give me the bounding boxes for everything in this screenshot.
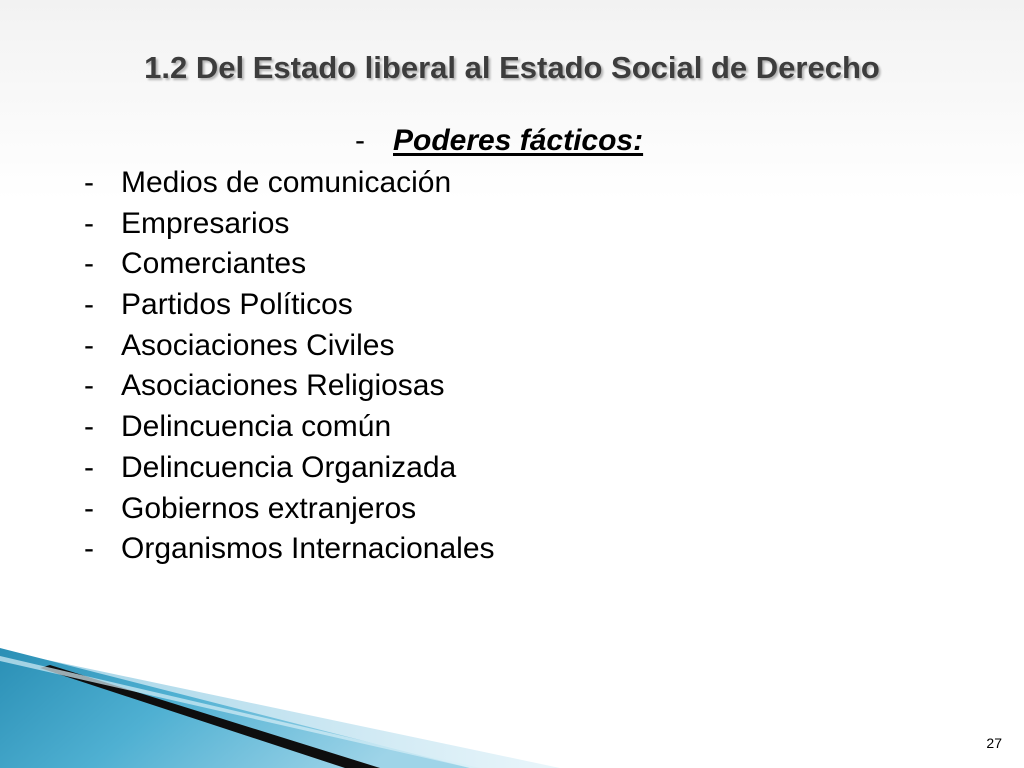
list-item <box>84 489 495 530</box>
list-item-text: Asociaciones Religiosas <box>121 369 445 403</box>
list-item-text: Medios de comunicación <box>121 166 452 199</box>
list-item-text: Empresarios <box>121 206 290 240</box>
powers-list <box>84 163 495 570</box>
list-dash: - <box>84 369 94 403</box>
list-item-text: Partidos Políticos <box>121 288 353 322</box>
list-item-text: Asociaciones Civiles <box>121 328 395 362</box>
list-item-text: Delincuencia común <box>121 410 392 444</box>
list-dash: - <box>84 166 94 199</box>
list-dash: - <box>84 532 94 566</box>
slide-title: 1.2 Del Estado liberal al Estado Social de Derecho <box>144 50 880 85</box>
list-dash: - <box>84 410 94 444</box>
list-item <box>84 326 495 367</box>
list-dash: - <box>84 491 94 525</box>
list-dash: - <box>84 450 94 484</box>
list-item <box>84 244 495 285</box>
list-dash: - <box>84 206 94 240</box>
list-item-text: Organismos Internacionales <box>121 532 495 566</box>
list-dash: - <box>84 328 94 362</box>
list-item <box>84 204 495 245</box>
list-item-text: Comerciantes <box>121 247 307 281</box>
list-dash: - <box>84 247 94 281</box>
list-item <box>84 163 495 204</box>
page-number: 27 <box>986 735 1002 751</box>
list-item-text: Delincuencia Organizada <box>121 450 457 484</box>
subheading-dash: - <box>355 124 365 157</box>
list-item-text: Gobiernos extranjeros <box>121 491 417 525</box>
list-item <box>84 448 495 489</box>
list-item <box>84 366 495 407</box>
list-item <box>84 285 495 326</box>
subheading-label: Poderes fácticos: <box>393 124 644 157</box>
list-item <box>84 529 495 570</box>
subheading <box>355 124 643 158</box>
list-item <box>84 407 495 448</box>
list-dash: - <box>84 288 94 322</box>
